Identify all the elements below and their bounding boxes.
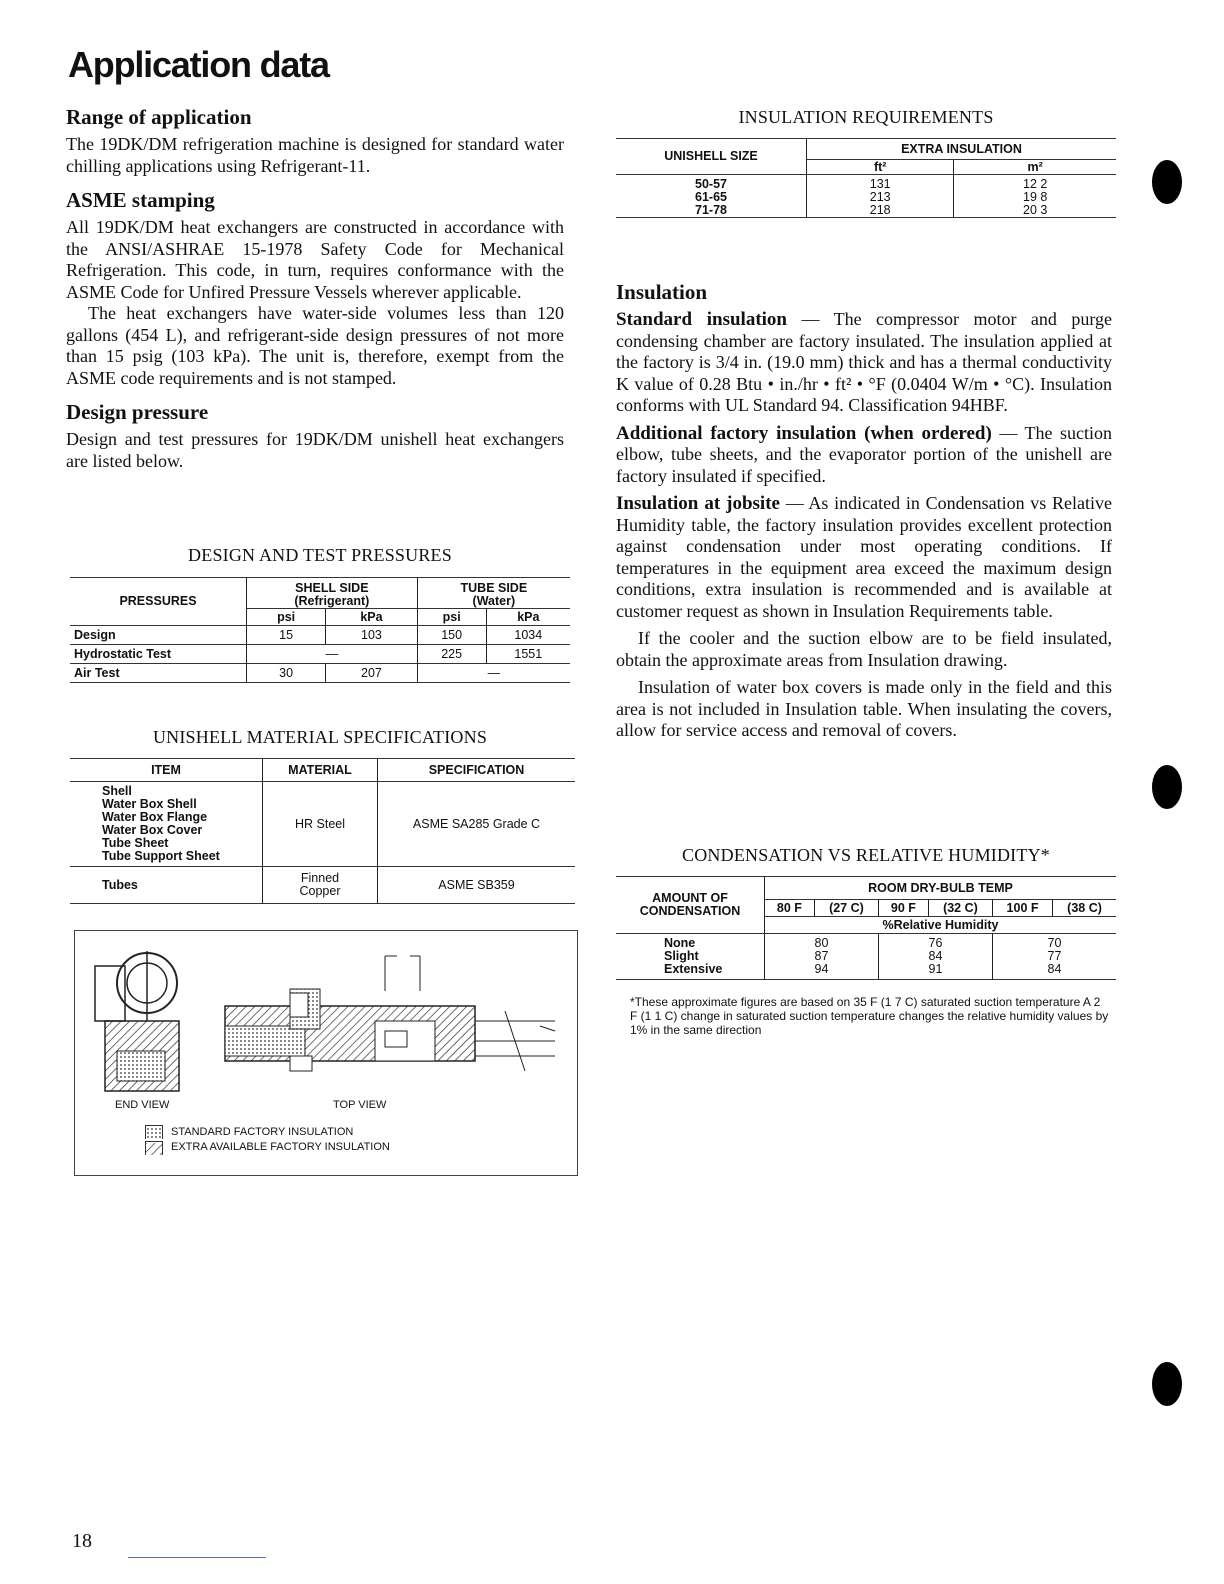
right-column	[616, 279, 1112, 742]
table-row	[70, 867, 575, 904]
material-table	[70, 758, 575, 904]
standard-insulation-text: — The compressor motor and purge condensing chamber are factory insulated. The insulation applied at the factory is 3/4 in. (19.0 mm) thick and has a thermal conductivity K value of 0.28 Btu • in./hr • ft² • °F (0.0404 W/m • °C). Insulation conforms with UL Standard 94. Classification 94HBF.	[616, 309, 1112, 415]
humidity-footnote: *These approximate figures are based on 35 F (1 7 C) saturated suction temperature A 2 F (1 1 C) change in saturated suction temperature changes the relative humidity values by 1% in the same direction	[630, 995, 1109, 1037]
cell: —	[247, 645, 418, 664]
table-row	[70, 626, 570, 645]
item: Tubes	[102, 877, 138, 892]
range-heading: Range of application	[66, 105, 252, 129]
page-number: 18	[72, 1530, 92, 1552]
pressures-table	[70, 577, 570, 683]
item: Tube Sheet	[102, 836, 169, 850]
row-label: None	[664, 936, 696, 950]
table-row	[70, 782, 575, 867]
material-cell: Copper	[299, 884, 341, 898]
additional-insulation-para	[616, 423, 1112, 488]
table-row	[70, 645, 570, 664]
jobsite-insulation-lead: Insulation at jobsite	[616, 493, 780, 514]
row-label: Hydrostatic Test	[74, 646, 172, 661]
additional-insulation-text: — The suction elbow, tube sheets, and the evaporator portion of the unishell are factory insulated if specified.	[616, 422, 1112, 486]
item: Water Box Shell	[102, 797, 197, 811]
item: Water Box Cover	[102, 823, 203, 837]
design-heading: Design pressure	[66, 400, 209, 424]
cell: 15	[247, 626, 326, 645]
cell: 94	[814, 962, 829, 976]
table-row	[70, 664, 570, 683]
humidity-table	[616, 876, 1116, 980]
item: Water Box Flange	[102, 810, 208, 824]
cell: 84	[928, 949, 943, 963]
insulation-heading: Insulation	[616, 280, 708, 304]
jobsite-insulation-para	[616, 493, 1112, 622]
cell: 77	[1047, 949, 1062, 963]
left-column	[66, 104, 564, 472]
temp-c: (38 C)	[1053, 900, 1116, 917]
ft2-cell: 131	[869, 177, 891, 191]
m2-cell: 19 8	[1023, 190, 1048, 204]
cell: 207	[326, 664, 418, 683]
h-rh: %Relative Humidity	[765, 917, 1117, 934]
binder-hole-mark	[1152, 765, 1182, 809]
legend-standard-swatch	[145, 1125, 163, 1139]
asme-text-1: All 19DK/DM heat exchangers are constructed in accordance with the ANSI/ASHRAE 15-1978 Safety Code for Mechanical Refrigeration. This code, in turn, requires conformance with the ASME Code for Unfired Pressure Vessels wherever applicable.	[66, 217, 564, 302]
h-material: MATERIAL	[263, 759, 378, 782]
ft2-cell: 213	[869, 190, 891, 204]
shell-side-sub: (Refrigerant)	[294, 594, 370, 608]
cell: —	[417, 664, 570, 683]
cell: 150	[417, 626, 486, 645]
table-row	[616, 934, 1116, 980]
h-item: ITEM	[151, 762, 181, 777]
additional-insulation-lead: Additional factory insulation (when ordered)	[616, 422, 992, 444]
size-cell: 71-78	[695, 203, 727, 217]
item: Tube Support Sheet	[102, 849, 220, 863]
insulation-req-table	[616, 138, 1116, 220]
row-label: Air Test	[74, 665, 120, 680]
row-label: Design	[74, 627, 116, 642]
h-spec: SPECIFICATION	[378, 759, 576, 782]
cell: 91	[928, 962, 943, 976]
end-view-drawing	[95, 951, 179, 1091]
cell: 1034	[486, 626, 570, 645]
spec-cell: ASME SB359	[378, 867, 576, 904]
page-title: Application data	[68, 44, 329, 85]
design-text: Design and test pressures for 19DK/DM unishell heat exchangers are listed below.	[66, 429, 564, 471]
end-view-label: END VIEW	[115, 1099, 170, 1111]
spec-cell: ASME SA285 Grade C	[378, 782, 576, 867]
shell-side-header: SHELL SIDE	[295, 581, 369, 595]
cell: 225	[417, 645, 486, 664]
insulation-figure	[74, 930, 578, 1176]
top-view-label: TOP VIEW	[333, 1099, 387, 1111]
cell: 30	[247, 664, 326, 683]
size-cell: 50-57	[695, 177, 727, 191]
h-room: ROOM DRY-BULB TEMP	[765, 877, 1117, 900]
row-label: Extensive	[664, 962, 723, 976]
pressures-caption: DESIGN AND TEST PRESSURES	[188, 545, 452, 565]
row-label: Slight	[664, 949, 699, 963]
temp-c: (27 C)	[814, 900, 878, 917]
legend-extra-swatch	[145, 1141, 163, 1155]
cell: 84	[1047, 962, 1062, 976]
footer-rule	[128, 1557, 266, 1558]
binder-hole-mark	[1152, 1362, 1182, 1406]
asme-text-2: The heat exchangers have water-side volumes less than 120 gallons (454 L), and refrigerant-side design pressures of not more than 15 psig (103 kPa). The unit is, therefore, exempt from the ASME code requirements and is not stamped.	[66, 303, 564, 388]
cell: 87	[814, 949, 829, 963]
temp-c: (32 C)	[928, 900, 992, 917]
temp-f: 90 F	[879, 900, 929, 917]
cell: 70	[1047, 936, 1062, 950]
tube-side-sub: (Water)	[472, 594, 516, 608]
jobsite-insulation-text: — As indicated in Condensation vs Relative Humidity table, the factory insulation provides excellent protection against condensation under most operating conditions. If temperatures in the equipment area exceed the maximum design conditions, extra insulation is recommended and is available at customer request as shown in Insulation Requirements table.	[616, 493, 1112, 621]
material-cell: Finned	[300, 871, 340, 885]
top-view-drawing	[225, 956, 555, 1071]
insulation-req-caption: INSULATION REQUIREMENTS	[738, 107, 994, 127]
ft2-cell: 218	[869, 203, 891, 217]
waterbox-para: Insulation of water box covers is made only in the field and this area is not included in Insulation table. When insulating the covers, allow for service access and removal of covers.	[616, 677, 1112, 740]
cell: 80	[814, 936, 829, 950]
size-cell: 61-65	[695, 190, 727, 204]
item: Shell	[102, 784, 132, 798]
legend-standard-label: STANDARD FACTORY INSULATION	[171, 1126, 354, 1138]
material-caption: UNISHELL MATERIAL SPECIFICATIONS	[152, 727, 488, 747]
cooler-para: If the cooler and the suction elbow are to be field insulated, obtain the approximate areas from Insulation drawing.	[616, 628, 1112, 670]
temp-f: 100 F	[993, 900, 1053, 917]
h-amount-2: CONDENSATION	[639, 904, 741, 918]
m2-cell: 12 2	[1023, 177, 1048, 191]
cell: 1551	[486, 645, 570, 664]
table-row	[616, 175, 1116, 218]
psi-header: psi	[417, 609, 486, 626]
h-m2: m²	[954, 160, 1116, 175]
h-extra: EXTRA INSULATION	[807, 139, 1117, 160]
standard-insulation-lead: Standard insulation	[616, 309, 787, 330]
kpa-header: kPa	[486, 609, 570, 626]
col-pressures: PRESSURES	[119, 594, 197, 608]
h-size: UNISHELL SIZE	[616, 139, 807, 175]
temp-f: 80 F	[765, 900, 815, 917]
range-text: The 19DK/DM refrigeration machine is designed for standard water chilling applications using Refrigerant-11.	[66, 134, 564, 176]
kpa-header: kPa	[326, 609, 418, 626]
binder-hole-mark	[1152, 160, 1182, 204]
asme-heading: ASME stamping	[66, 188, 215, 212]
humidity-caption: CONDENSATION VS RELATIVE HUMIDITY*	[682, 845, 1050, 865]
material-cell: HR Steel	[263, 782, 378, 867]
standard-insulation-para	[616, 309, 1112, 417]
m2-cell: 20 3	[1023, 203, 1048, 217]
psi-header: psi	[247, 609, 326, 626]
tube-side-header: TUBE SIDE	[460, 581, 528, 595]
cell: 103	[326, 626, 418, 645]
cell: 76	[928, 936, 943, 950]
legend-extra-label: EXTRA AVAILABLE FACTORY INSULATION	[171, 1141, 390, 1153]
h-amount-1: AMOUNT OF	[652, 891, 728, 905]
h-ft2: ft²	[807, 160, 954, 175]
